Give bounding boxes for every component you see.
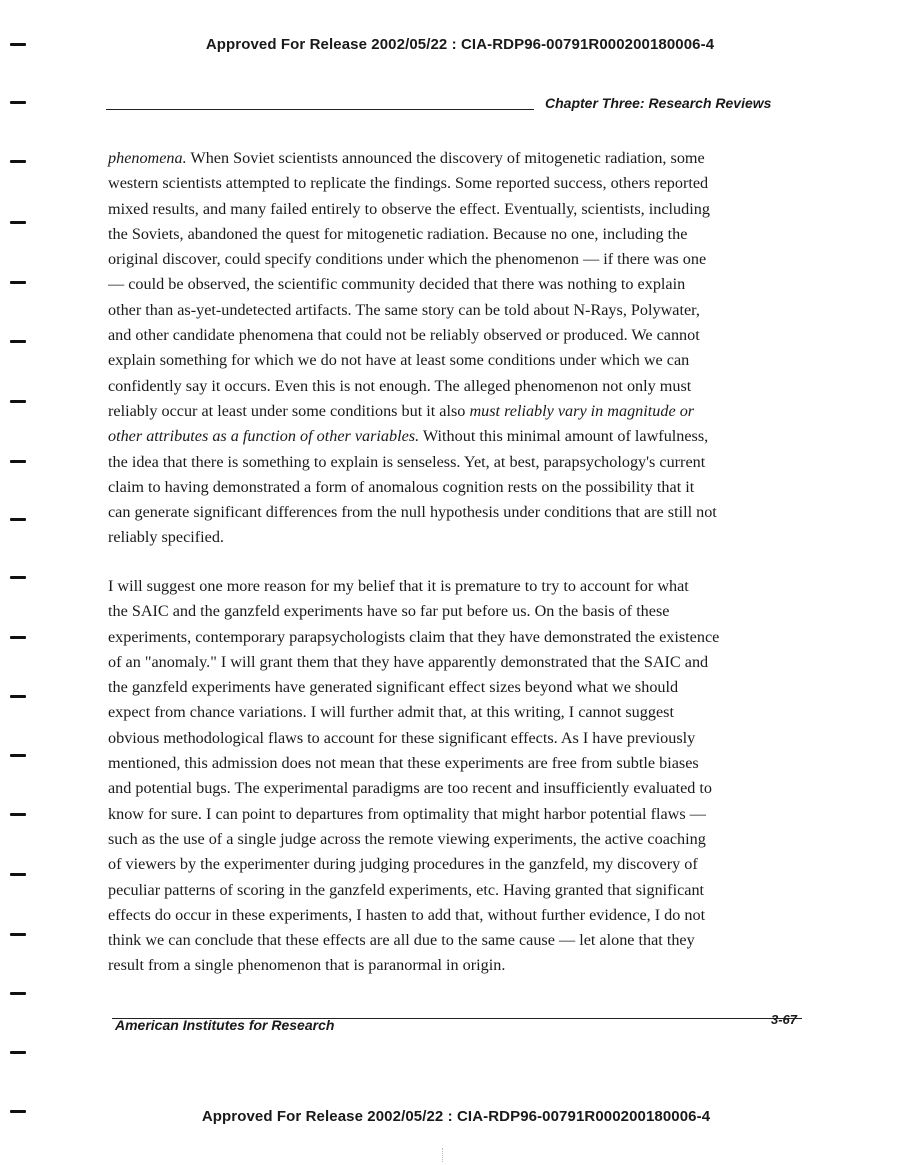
text-line: phenomena. When Soviet scientists announced the discovery of mitogenetic radiation, some xyxy=(108,149,705,167)
release-banner-bottom: Approved For Release 2002/05/22 : CIA-RDP96-00791R000200180006-4 xyxy=(201,1108,711,1125)
punch-hole-mark xyxy=(10,400,26,403)
text-line: confidently say it occurs. Even this is not enough. The alleged phenomenon not only must xyxy=(108,376,692,395)
text-line: the idea that there is something to explain is senseless. Yet, at best, parapsychology's current xyxy=(108,452,706,471)
footer-organization: American Institutes for Research xyxy=(115,1017,335,1033)
text-line: know for sure. I can point to departures from optimality that might harbor potential flaws — xyxy=(108,804,706,823)
text-line: such as the use of a single judge across the remote viewing experiments, the active coaching xyxy=(108,829,706,848)
chapter-title: Chapter Three: Research Reviews xyxy=(545,95,772,111)
text-line: of viewers by the experimenter during judging procedures in the ganzfeld, my discovery of xyxy=(108,855,698,874)
text-line: result from a single phenomenon that is paranormal in origin. xyxy=(108,956,506,975)
text-line: think we can conclude that these effects are all due to the same cause — let alone that they xyxy=(108,931,695,950)
punch-hole-mark xyxy=(10,636,26,639)
text-line: reliably occur at least under some conditions but it also must reliably vary in magnitude or xyxy=(108,401,695,420)
text-line: other attributes as a function of other variables. Without this minimal amount of lawfulness, xyxy=(108,427,709,446)
punch-hole-mark xyxy=(10,576,26,579)
paragraph-1 xyxy=(108,146,798,551)
punch-hole-mark xyxy=(10,160,26,163)
punch-hole-mark xyxy=(10,1110,26,1113)
text-line: can generate significant differences from the null hypothesis under conditions that are still not xyxy=(108,503,717,522)
punch-hole-mark xyxy=(10,101,26,104)
punch-hole-mark xyxy=(10,1051,26,1054)
header-rule xyxy=(106,109,534,110)
page-number: 3-67 xyxy=(771,1012,798,1027)
text-line: the SAIC and the ganzfeld experiments have so far put before us. On the basis of these xyxy=(108,602,670,621)
text-line: reliably specified. xyxy=(108,528,224,547)
text-line: original discover, could specify conditions under which the phenomenon — if there was one xyxy=(108,250,707,269)
text-line: explain something for which we do not have at least some conditions under which we can xyxy=(108,351,690,370)
text-line: obvious methodological flaws to account for these significant effects. As I have previously xyxy=(108,728,696,747)
text-line: effects do occur in these experiments, I hasten to add that, without further evidence, I do not xyxy=(108,905,706,924)
text-line: claim to having demonstrated a form of anomalous cognition rests on the possibility that it xyxy=(108,477,695,496)
punch-hole-mark xyxy=(10,340,26,343)
text-line: and potential bugs. The experimental paradigms are too recent and insufficiently evaluated to xyxy=(108,779,712,798)
text-line: of an "anomaly." I will grant them that they have apparently demonstrated that the SAIC and xyxy=(108,652,709,671)
punch-hole-mark xyxy=(10,813,26,816)
punch-hole-mark xyxy=(10,992,26,995)
punch-hole-mark xyxy=(10,281,26,284)
text-line: experiments, contemporary parapsychologists claim that they have demonstrated the existence xyxy=(108,627,720,646)
text-line: I will suggest one more reason for my belief that it is premature to try to account for what xyxy=(108,577,689,595)
punch-hole-mark xyxy=(10,43,26,46)
text-line: — could be observed, the scientific community decided that there was nothing to explain xyxy=(108,275,686,294)
text-line: mentioned, this admission does not mean that these experiments are free from subtle biases xyxy=(108,754,699,773)
text-line: other than as-yet-undetected artifacts. The same story can be told about N-Rays, Polywater, xyxy=(108,300,700,319)
punch-hole-mark xyxy=(10,695,26,698)
punch-hole-mark xyxy=(10,754,26,757)
text-line: peculiar patterns of scoring in the ganzfeld experiments, etc. Having granted that significant xyxy=(108,880,705,899)
punch-hole-mark xyxy=(10,933,26,936)
text-line: mixed results, and many failed entirely to observe the effect. Eventually, scientists, including xyxy=(108,199,710,218)
punch-hole-mark xyxy=(10,518,26,521)
text-line: the ganzfeld experiments have generated significant effect sizes beyond what we should xyxy=(108,678,679,697)
scan-artifact xyxy=(442,1148,444,1162)
release-banner-top: Approved For Release 2002/05/22 : CIA-RDP96-00791R000200180006-4 xyxy=(205,36,715,53)
punch-hole-mark xyxy=(10,460,26,463)
punch-hole-mark xyxy=(10,873,26,876)
punch-hole-mark xyxy=(10,221,26,224)
paragraph-2 xyxy=(108,574,798,979)
text-line: western scientists attempted to replicate the findings. Some reported success, others reported xyxy=(108,174,709,193)
text-line: the Soviets, abandoned the quest for mitogenetic radiation. Because no one, including the xyxy=(108,224,688,243)
text-line: expect from chance variations. I will further admit that, at this writing, I cannot suggest xyxy=(108,703,674,722)
text-line: and other candidate phenomena that could not be reliably observed or produced. We cannot xyxy=(108,326,700,345)
